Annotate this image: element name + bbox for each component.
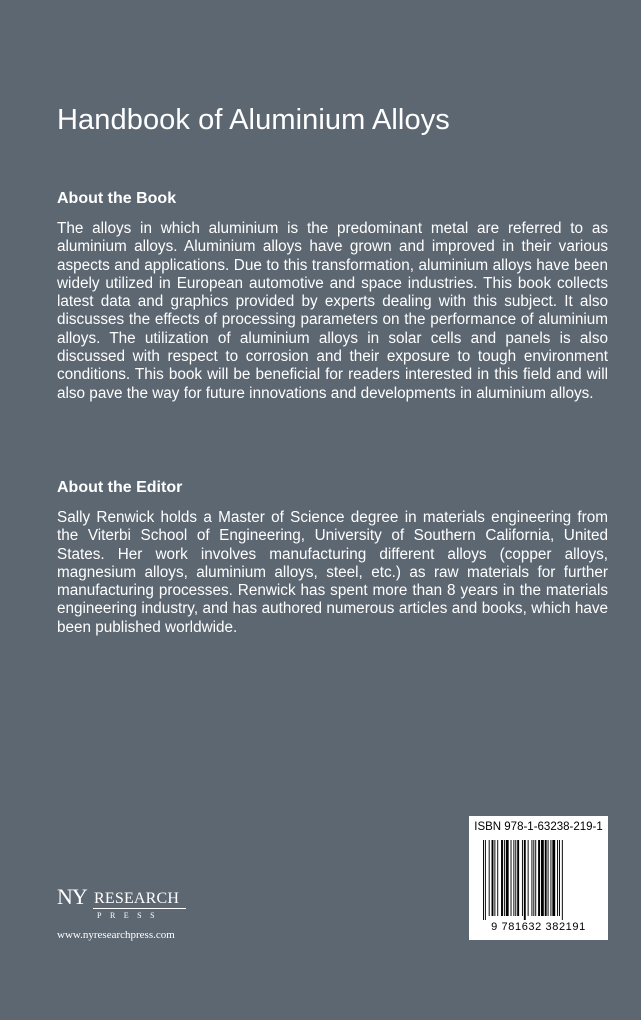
barcode-bar <box>504 840 505 916</box>
logo-press: PRESS <box>97 911 164 920</box>
barcode-bar <box>557 840 558 916</box>
barcode-icon <box>483 840 594 920</box>
publisher-url: www.nyresearchpress.com <box>57 929 175 941</box>
barcode-bar <box>522 840 523 916</box>
barcode-bar <box>533 840 534 916</box>
barcode-bar <box>541 840 544 916</box>
logo-research: RESEARCH <box>94 890 180 907</box>
book-title: Handbook of Aluminium Alloys <box>57 104 450 136</box>
barcode-bar <box>489 840 490 916</box>
barcode-bar <box>531 840 532 916</box>
barcode-bar <box>550 840 551 916</box>
barcode-digits: 9 781632 382191 <box>491 921 586 933</box>
isbn-barcode-box <box>469 816 608 940</box>
barcode-bar <box>528 840 529 916</box>
barcode-bar <box>535 840 536 916</box>
barcode-bar <box>559 840 560 916</box>
barcode-bar <box>485 840 486 920</box>
barcode-bar <box>501 840 503 916</box>
barcode-bar <box>517 840 519 916</box>
barcode-bar <box>494 840 495 916</box>
publisher-logo <box>57 886 192 926</box>
about-editor-heading: About the Editor <box>57 479 183 496</box>
about-book-heading: About the Book <box>57 190 177 207</box>
about-book-text: The alloys in which aluminium is the predominant metal are referred to as aluminium alloys. Aluminium alloys have grown and improved in their various aspects and applications. Due to this transformation, aluminium alloys have been widely utilized in European automotive and space industries. This book collects latest data and graphics provided by experts dealing with this subject. It also discusses the effects of processing parameters on the performance of aluminium alloys. The utilization of aluminium alloys in solar cells and panels is also discussed with respect to corrosion and their exposure to tough environment conditions. This book will be beneficial for readers interested in this field and will also pave the way for future innovations and developments in aluminium alloys. <box>57 220 608 402</box>
barcode-bar <box>497 840 498 916</box>
barcode-bar <box>483 840 484 920</box>
barcode-bar <box>492 840 494 916</box>
barcode-bar <box>511 840 512 916</box>
logo-ny: NY <box>57 884 87 909</box>
logo-rule <box>93 908 186 909</box>
barcode-bar <box>506 840 509 916</box>
barcode-bar <box>552 840 555 916</box>
barcode-bar <box>545 840 547 916</box>
barcode-bar <box>513 840 514 916</box>
barcode-bar <box>524 840 526 920</box>
about-editor-text: Sally Renwick holds a Master of Science degree in materials engineering from the Viterbi School of Engineering, University of Southern California, United States. Her work involves manufacturing different alloys (copper alloys, magnesium alloys, aluminium alloys, steel, etc.) as raw materials for further manufacturing processes. Renwick has spent more than 8 years in the materials engineering industry, and has authored numerous articles and books, which have been published worldwide. <box>57 509 608 636</box>
barcode-bar <box>548 840 549 916</box>
barcode-bar <box>562 840 563 920</box>
isbn-label: ISBN 978-1-63238-219-1 <box>474 821 603 833</box>
barcode-bar <box>515 840 516 916</box>
barcode-bar <box>538 840 540 916</box>
